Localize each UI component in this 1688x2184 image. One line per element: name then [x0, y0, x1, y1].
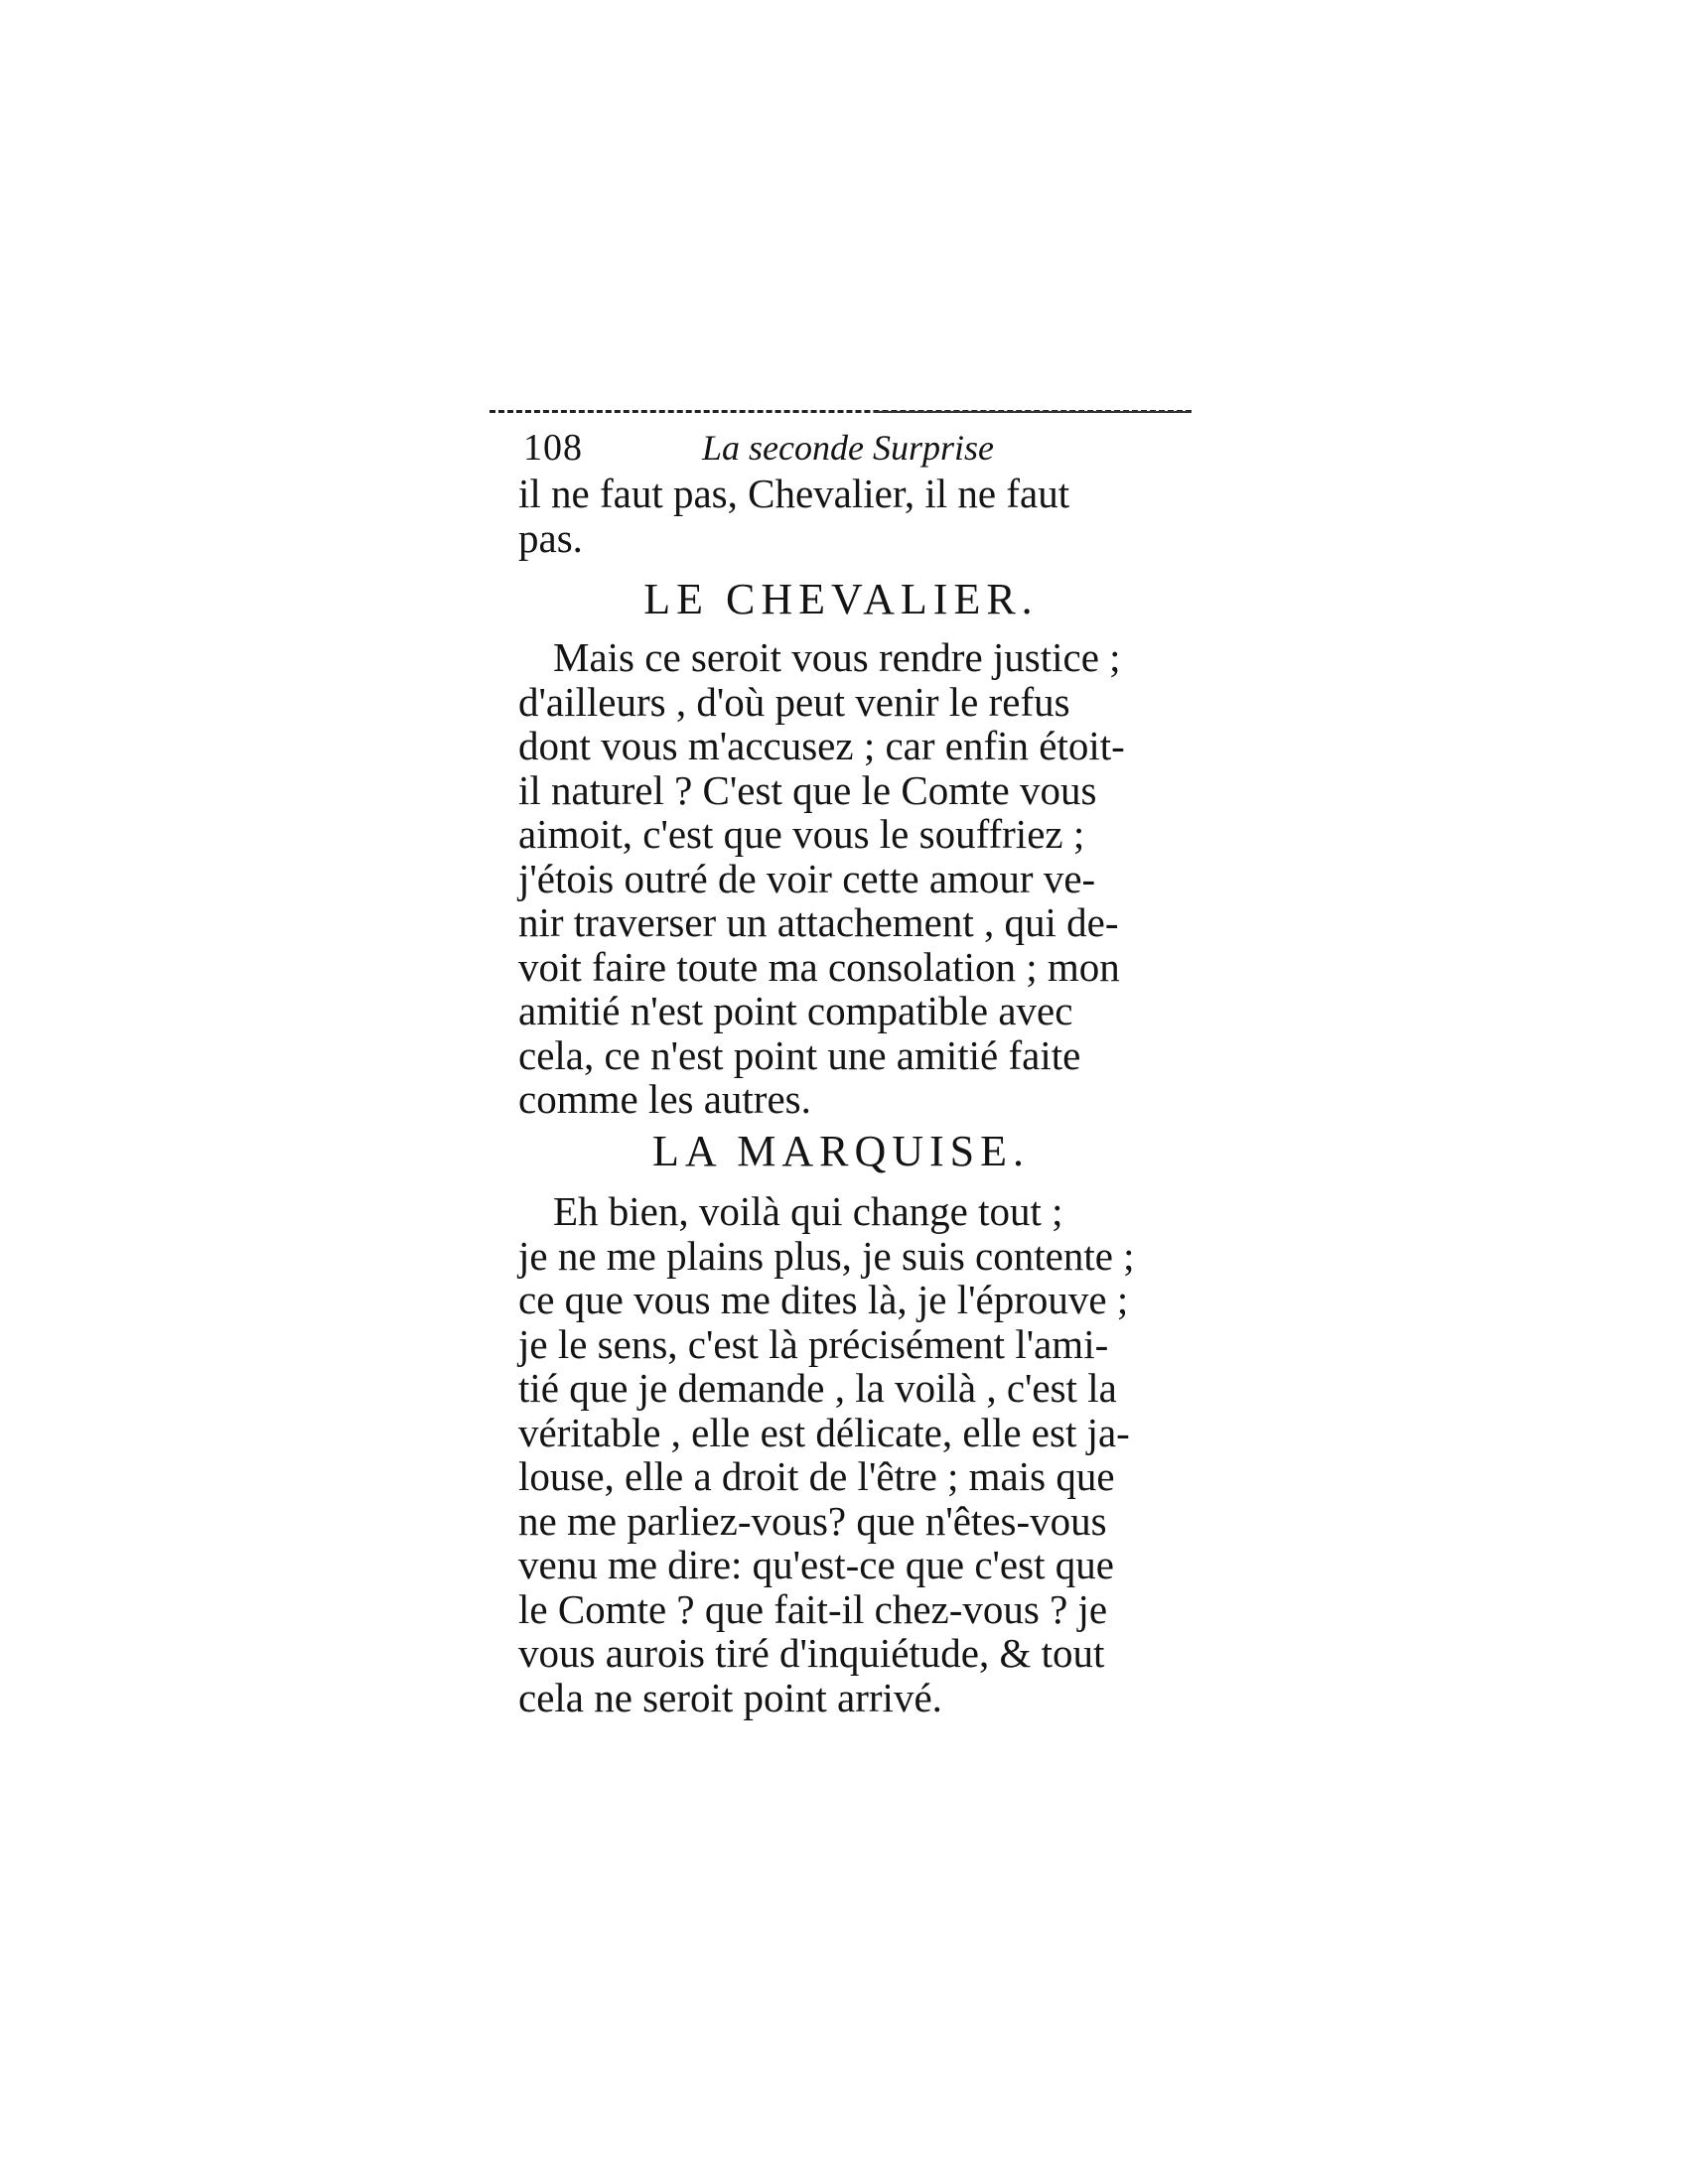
text-line: louse, elle a droit de l'être ; mais que — [518, 1453, 1115, 1499]
speaker-heading-chevalier: LE CHEVALIER. — [643, 575, 1039, 623]
running-head — [523, 423, 1159, 473]
text-line: voit faire toute ma consolation ; mon — [518, 943, 1120, 990]
text-line: le Comte ? que fait-il chez-vous ? je — [518, 1585, 1108, 1632]
text-line: d'ailleurs , d'où peut venir le refus — [518, 678, 1070, 725]
page-number: 108 — [523, 427, 583, 469]
text-line: ne me parliez-vous? que n'êtes-vous — [518, 1497, 1107, 1544]
text-line: cela, ce n'est point une amitié faite — [518, 1031, 1081, 1078]
text-line: Eh bien, voilà qui change tout ; — [553, 1188, 1063, 1234]
text-line: cela ne seroit point arrivé. — [518, 1674, 942, 1720]
text-line: il ne faut pas, Chevalier, il ne faut — [518, 471, 1070, 516]
text-line: Mais ce seroit vous rendre justice ; — [553, 634, 1121, 680]
opening-text — [518, 472, 1164, 560]
text-line: tié que je demande , la voilà , c'est la — [518, 1365, 1117, 1411]
text-line: véritable , elle est délicate, elle est ja- — [518, 1409, 1130, 1455]
speech-marquise — [518, 1189, 1164, 1719]
text-line: il naturel ? C'est que le Comte vous — [518, 766, 1097, 813]
text-line: dont vous m'accusez ; car enfin étoit- — [518, 723, 1125, 768]
speech-chevalier — [518, 635, 1164, 1122]
text-line: comme les autres. — [518, 1076, 811, 1122]
text-line: ce que vous me dites là, je l'éprouve ; — [518, 1277, 1129, 1322]
text-line: vous aurois tiré d'inquiétude, & tout — [518, 1630, 1105, 1676]
text-line: aimoit, c'est que vous le souffriez ; — [518, 811, 1085, 857]
header-rule-solid — [874, 411, 1192, 413]
running-title: La seconde Surprise — [702, 428, 994, 468]
text-line: nir traverser un attachement , qui de- — [518, 899, 1119, 945]
text-line: je ne me plains plus, je suis contente ; — [518, 1232, 1135, 1279]
text-line: venu me dire: qu'est-ce que c'est que — [518, 1542, 1114, 1587]
text-line: je le sens, c'est là précisément l'ami- — [518, 1320, 1109, 1367]
text-line: pas. — [518, 514, 583, 561]
text-line: amitié n'est point compatible avec — [518, 988, 1073, 1033]
speaker-heading-marquise: LA MARQUISE. — [651, 1127, 1031, 1175]
text-line: j'étois outré de voir cette amour ve- — [518, 855, 1096, 901]
